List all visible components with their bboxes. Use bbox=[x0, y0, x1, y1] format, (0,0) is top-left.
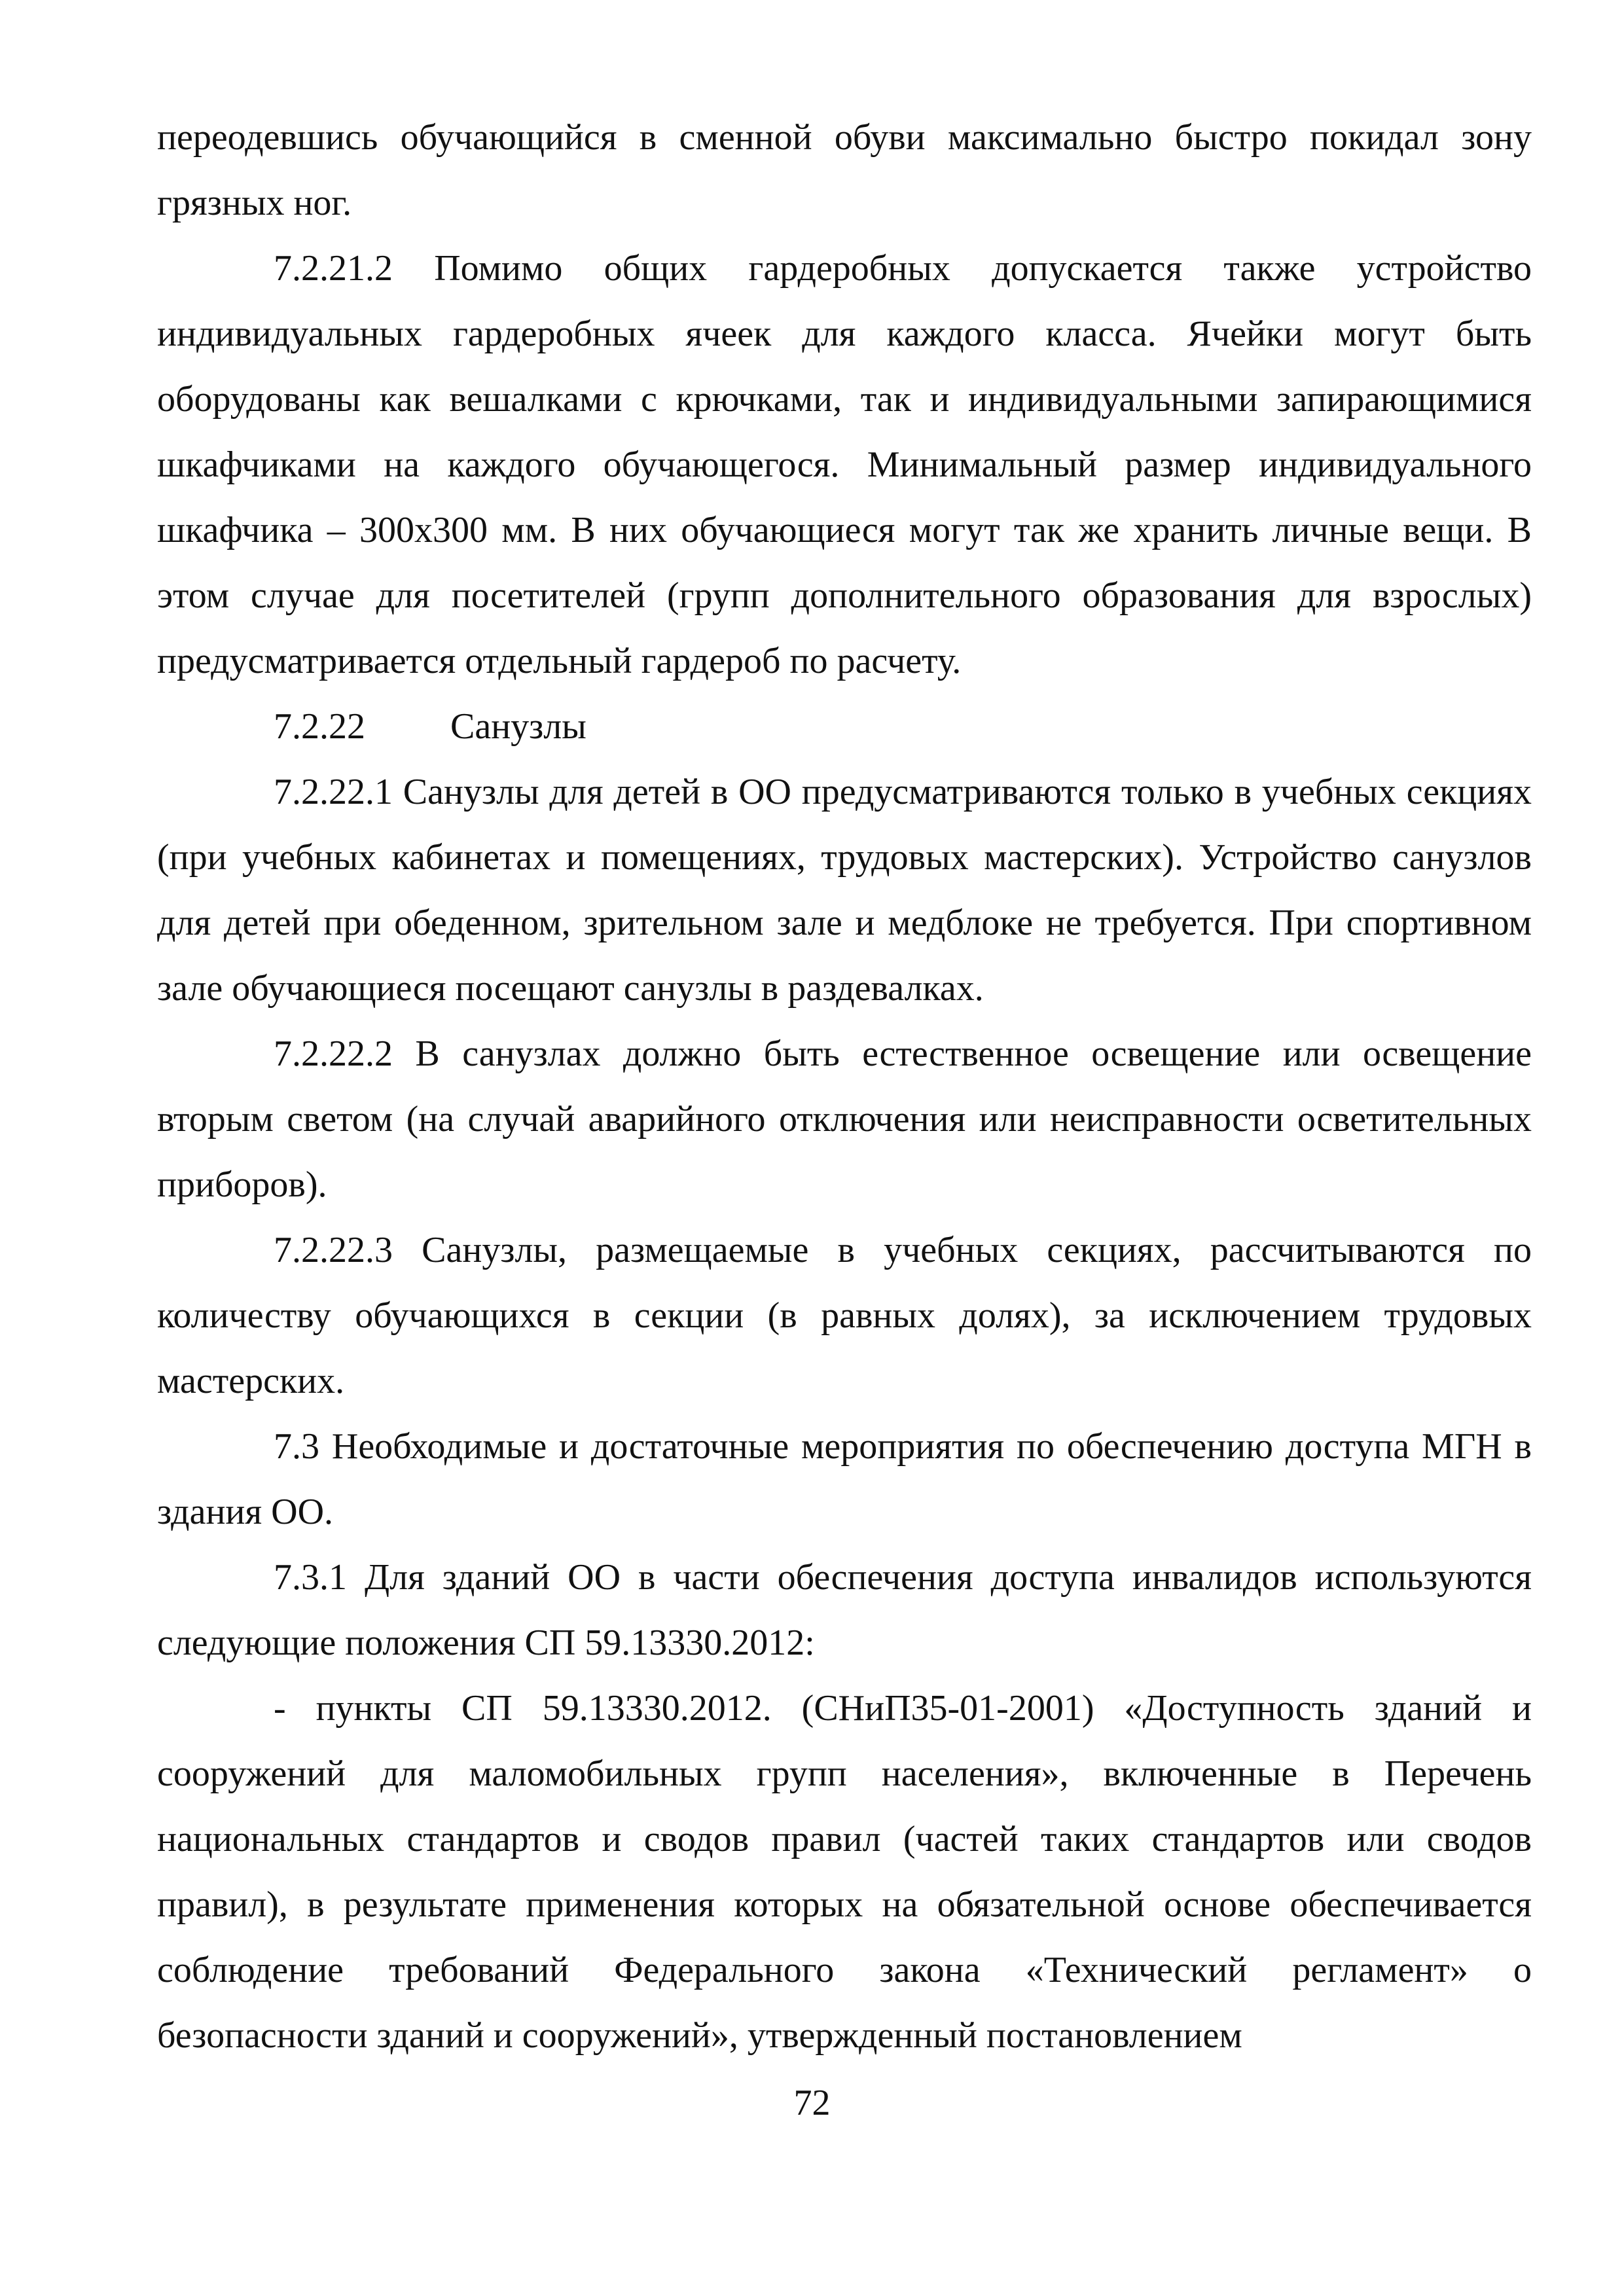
paragraph-7-2-22-3: 7.2.22.3 Санузлы, размещаемые в учебных секциях, рассчитываются по количеству обучающихся в секции (в равных долях), за исключением трудовых мастерских. bbox=[157, 1230, 1532, 1401]
paragraph-7-2-22-1: 7.2.22.1 Санузлы для детей в ОО предусматриваются только в учебных секциях (при учебных кабинетах и помещениях, трудовых мастерских). Устройство санузлов для детей при обеденном, зрительном зале и медблоке не требуется. При спортивном зале обучающиеся посещают санузлы в раздевалках. bbox=[157, 772, 1532, 1009]
paragraph-7-3: 7.3 Необходимые и достаточные мероприятия по обеспечению доступа МГН в здания ОО. bbox=[157, 1426, 1532, 1532]
list-item-sp-points: - пункты СП 59.13330.2012. (СНиП35-01-2001) «Доступность зданий и сооружений для маломобильных групп населения», включенные в Перечень национальных стандартов и сводов правил (частей таких стандартов или сводов правил), в результате применения которых на обязательной основе обеспечивается соблюдение требований Федерального закона «Технический регламент» о безопасности зданий и сооружений», утвержденный постановлением bbox=[157, 1688, 1532, 2056]
section-heading-7-2-22 bbox=[157, 694, 1532, 759]
paragraph-7-2-22-2: 7.2.22.2 В санузлах должно быть естественное освещение или освещение вторым светом (на случай аварийного отключения или неисправности осветительных приборов). bbox=[157, 1033, 1532, 1205]
document-page bbox=[157, 105, 1532, 2068]
paragraph-continuation: переодевшись обучающийся в сменной обуви максимально быстро покидал зону грязных ног. bbox=[157, 117, 1532, 223]
paragraph-7-2-21-2: 7.2.21.2 Помимо общих гардеробных допускается также устройство индивидуальных гардеробных ячеек для каждого класса. Ячейки могут быть оборудованы как вешалками с крючками, так и индивидуальными запирающимися шкафчиками на каждого обучающегося. Минимальный размер индивидуального шкафчика – 300х300 мм. В них обучающиеся могут так же хранить личные вещи. В этом случае для посетителей (групп дополнительного образования для взрослых) предусматривается отдельный гардероб по расчету. bbox=[157, 248, 1532, 681]
section-number: 7.2.22 bbox=[274, 706, 365, 747]
page-number: 72 bbox=[793, 2083, 831, 2123]
section-title: Санузлы bbox=[450, 706, 586, 747]
paragraph-7-3-1: 7.3.1 Для зданий ОО в части обеспечения доступа инвалидов используются следующие положения СП 59.13330.2012: bbox=[157, 1557, 1532, 1663]
